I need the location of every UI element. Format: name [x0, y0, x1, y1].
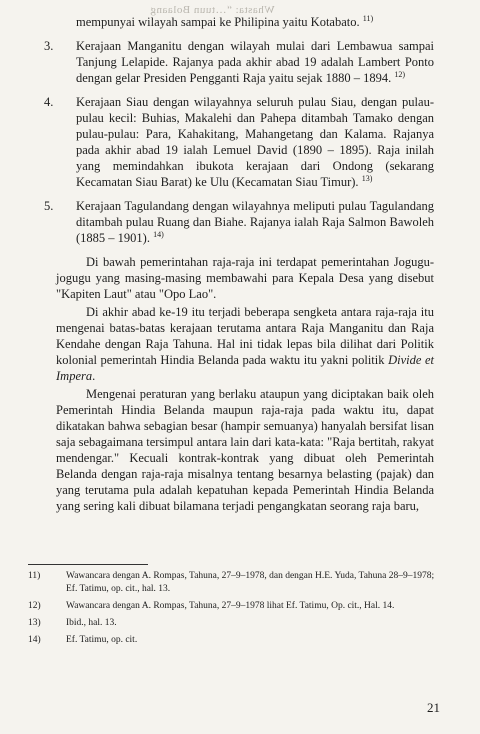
paragraph-jogugu: Di bawah pemerintahan raja-raja ini terdapat pemerintahan Jogugu-jogugu yang masing-masing membawahi para Kepala Desa yang disebut "Kapiten Laut" atau "Opo Lao". — [56, 255, 434, 301]
paragraph-regulations: Mengenai peraturan yang berlaku ataupun yang diciptakan baik oleh Pemerintah Hindia Belanda maupun raja-raja pada waktu itu, dapat dikatakan bahwa sebagian besar (hampir semuanya) hanyalah bersifat lisan saja sebagaimana tersimpul antara lain dari kata-kata: "Raja bertitah, rakyat mendengar." Kecuali kontrak-kontrak yang dibuat oleh Pemerintah Belanda dengan raja-raja misalnya tentang besarnya belasting (pajak) dan yang terutama pula adalah kepatuhan kepada Pemerintah Hindia Belanda yang sering kali dibuat bilamana terjadi pengangkatan seorang raja baru, — [56, 387, 434, 513]
list-item-3 — [44, 38, 434, 86]
list-item-text: Kerajaan Manganitu dengan wilayah mulai dari Lembawua sampai Tanjung Lelapide. Rajanya pada akhir abad 19 adalah Lambert Ponto dengan gelar Presiden Pengganti Raja yaitu sejak 1880 – 1894. — [76, 39, 434, 85]
footnote-ref: 14) — [153, 230, 164, 239]
footnote — [28, 600, 438, 613]
list-item-4 — [44, 94, 434, 190]
list-number: 5. — [44, 199, 54, 213]
list-item-text: Kerajaan Siau dengan wilayahnya seluruh pulau Siau, dengan pulau-pulau kecil: Buhias, Makalehi dan Pahepa ditambah Tamako dengan pulau-pulau: Para, Kahakitang, Mahangetang dan Kalama. Rajanya pada akhir abad 19 ialah Lemuel David (1890 – 1895). Raja inilah yang memindahkan ibukota kerajaan dari Ondong (sekarang Kecamatan Siau Barat) ke Ulu (Kecamatan Siau Timur). — [76, 95, 434, 189]
footnote-ref: 13) — [361, 174, 373, 183]
footnote-text: Wawancara dengan A. Rompas, Tahuna, 27–9–1978, dan dengan H.E. Yuda, Tahuna 28–9–1978; Ef. Tatimu, op. cit., hal. 13. — [66, 571, 435, 594]
page-number: 21 — [427, 700, 440, 715]
footnote-number: 13) — [28, 618, 41, 628]
footnote-number: 12) — [28, 601, 41, 611]
footnote — [28, 570, 438, 596]
main-text — [44, 14, 435, 516]
footnote-text: Ibid., hal. 13. — [66, 618, 117, 628]
paragraph-end: . — [92, 369, 96, 383]
latin-phrase: Divide et Impera — [56, 353, 435, 383]
list-number: 4. — [44, 95, 54, 109]
footnotes — [28, 570, 438, 651]
list-item-text: Kerajaan Tagulandang dengan wilayahnya meliputi pulau Tagulandang ditambah pulau Ruang dan Biahe. Rajanya ialah Raja Salmon Bawoleh (1885 – 1901). — [76, 199, 434, 245]
footnote-divider — [28, 564, 148, 565]
paragraph-text: Di akhir abad ke-19 itu terjadi beberapa sengketa antara raja-raja itu mengenai batas-batas kerajaan terutama antara Raja Manganitu dan Raja Kendahe dengan Raja Tahuna. Hal ini tidak lepas bila dilihat dari Politik kolonial pemerintah Hindia Belanda pada waktu itu yakni politik — [56, 305, 434, 367]
footnote-text: Ef. Tatimu, op. cit. — [66, 635, 138, 645]
list-number: 3. — [44, 39, 54, 53]
continued-text: mempunyai wilayah sampai ke Philipina yaitu Kotabato. — [76, 15, 360, 29]
footnote-number: 14) — [28, 635, 41, 645]
bleed-through-text: Whasta: “…tuun Bolaang — [150, 4, 275, 16]
paragraph-disputes — [56, 304, 434, 384]
footnote-number: 11) — [28, 571, 41, 581]
footnote-ref: 12) — [394, 70, 406, 79]
continued-item-line — [76, 14, 434, 30]
footnote-ref: 11) — [362, 14, 374, 23]
list-item-5 — [44, 198, 434, 246]
footnote — [28, 634, 438, 647]
footnote — [28, 617, 438, 630]
footnote-text: Wawancara dengan A. Rompas, Tahuna, 27–9–1978 lihat Ef. Tatimu, Op. cit., Hal. 14. — [66, 601, 395, 611]
